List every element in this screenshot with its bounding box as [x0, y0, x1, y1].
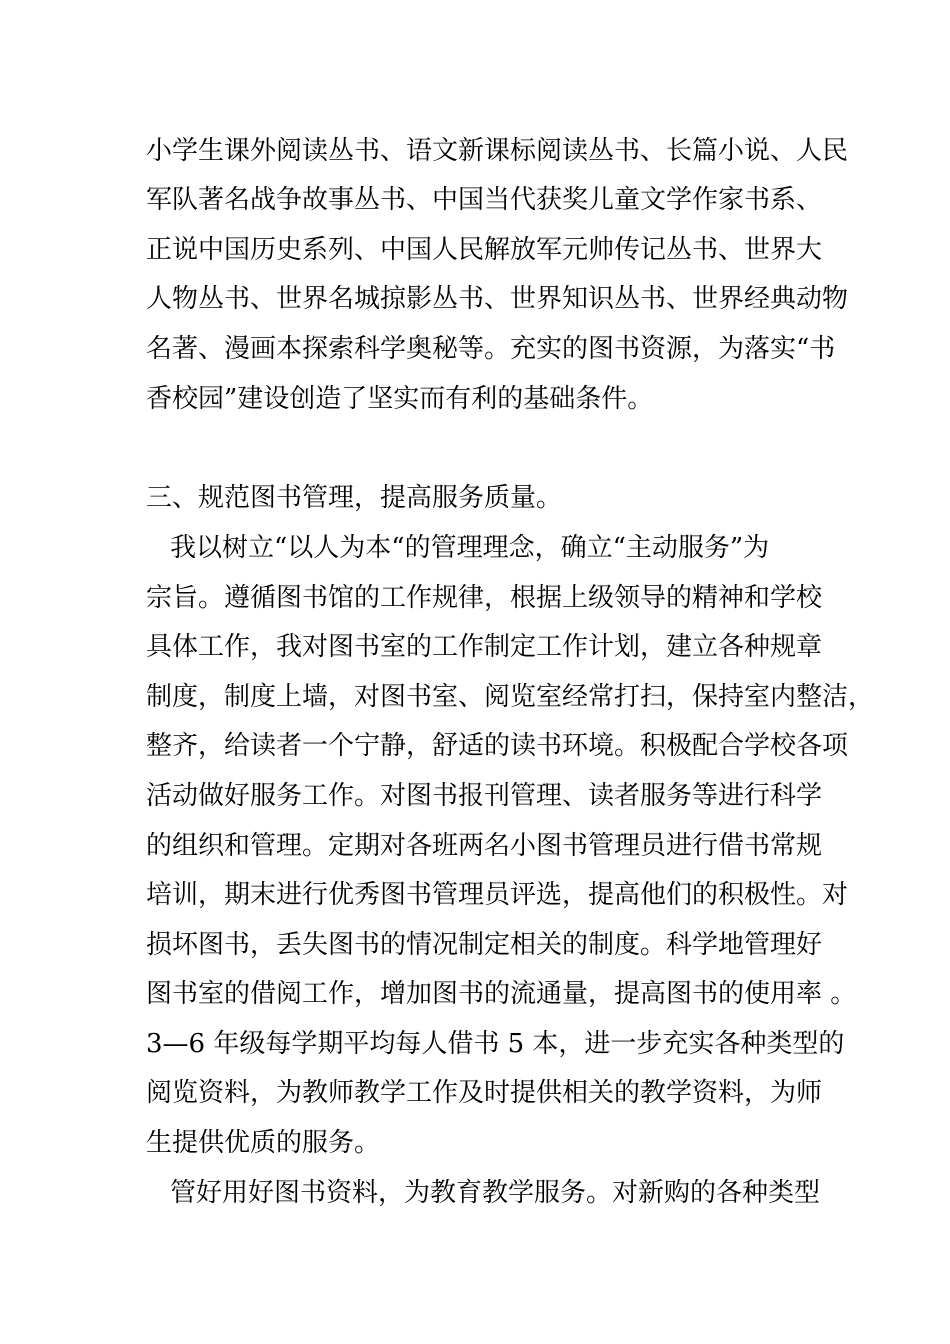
text-line: 生提供优质的服务。	[146, 1128, 381, 1158]
text-line: 图书室的借阅工作，增加图书的流通量，提高图书的使用率 。	[146, 979, 857, 1009]
text-line: 培训，期末进行优秀图书管理员评选，提高他们的积极性。对	[146, 880, 849, 910]
text-line: 军队著名战争故事丛书、中国当代获奖儿童文学作家书系、	[146, 185, 823, 215]
text-line: 香校园”建设创造了坚实而有利的基础条件。	[146, 384, 654, 414]
text-line: 具体工作，我对图书室的工作制定工作计划，建立各种规章	[146, 632, 823, 662]
text-line: 宗旨。遵循图书馆的工作规律，根据上级领导的精神和学校	[146, 583, 823, 613]
text-line: 的组织和管理。定期对各班两名小图书管理员进行借书常规	[146, 831, 823, 861]
paragraph-first-line: 我以树立“以人为本“的管理理念，确立“主动服务”为	[170, 533, 770, 563]
section-heading: 三、规范图书管理，提高服务质量。	[146, 483, 563, 513]
text-line: 名著、漫画本探索科学奥秘等。充实的图书资源，为落实“书	[146, 334, 836, 364]
text-line: 活动做好服务工作。对图书报刊管理、读者服务等进行科学	[146, 781, 823, 811]
text-line: 整齐，给读者一个宁静，舒适的读书环境。积极配合学校各项	[146, 731, 849, 761]
paragraph-first-line: 管好用好图书资料，为教育教学服务。对新购的各种类型	[170, 1178, 821, 1208]
text-line: 3—6 年级每学期平均每人借书 5 本，进一步充实各种类型的	[146, 1029, 845, 1059]
text-line: 损坏图书，丢失图书的情况制定相关的制度。科学地管理好	[146, 930, 823, 960]
text-line: 正说中国历史系列、中国人民解放军元帅传记丛书、世界大	[146, 235, 823, 265]
text-line: 阅览资料，为教师教学工作及时提供相关的教学资料，为师	[146, 1078, 823, 1108]
text-line: 小学生课外阅读丛书、语文新课标阅读丛书、长篇小说、人民	[146, 136, 849, 166]
text-line: 制度，制度上墙，对图书室、阅览室经常打扫，保持室内整洁，	[146, 682, 875, 712]
text-line: 人物丛书、世界名城掠影丛书、世界知识丛书、世界经典动物	[146, 284, 849, 314]
